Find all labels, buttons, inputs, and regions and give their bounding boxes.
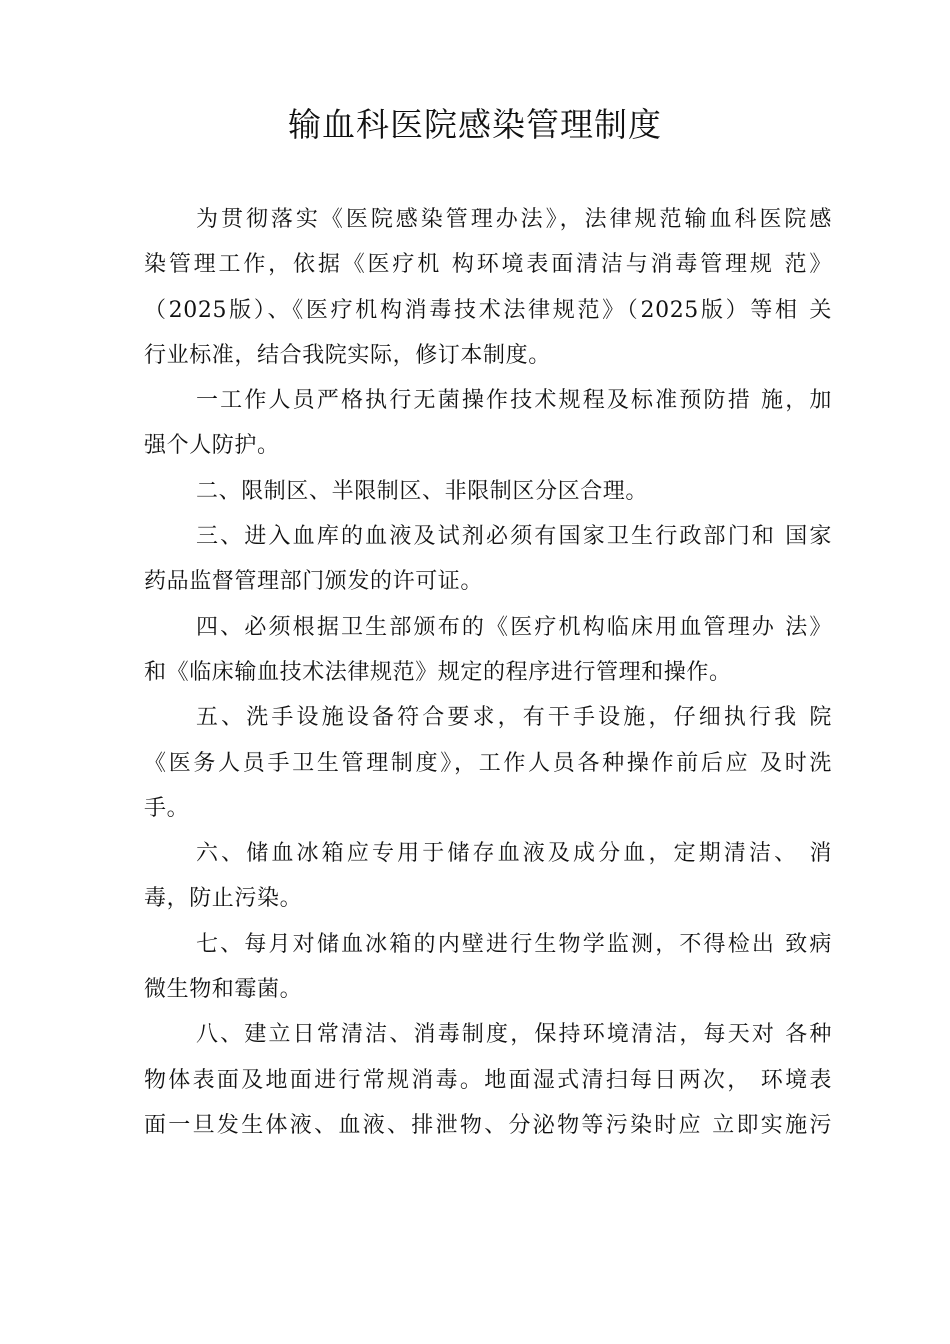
paragraph-line: 六、储血冰箱应专用于储存血液及成分血，定期清洁、 消 [196,841,832,867]
paragraph-line: 八、建立日常清洁、消毒制度，保持环境清洁，每天对 各种 [196,1022,832,1048]
paragraph-line: 为贯彻落实《医院感染管理办法》，法律规范输血科医院感 [196,207,832,232]
paragraph-item-3 [144,514,832,605]
paragraph-item-6 [144,831,832,922]
paragraph-line: 《医务人员手卫生管理制度》，工作人员各种操作前后应 及时洗 [144,750,832,776]
paragraph-line: 染管理工作，依据《医疗机 构环境表面清洁与消毒管理规 范》 [144,252,832,278]
paragraph-line: 五、洗手设施设备符合要求，有干手设施，仔细执行我 院 [196,705,832,731]
paragraph-line: 四、必须根据卫生部颁布的《医疗机构临床用血管理办 法》 [196,614,832,640]
paragraph-line: （2025版）、《医疗机构消毒技术法律规范》（2025版）等相 关 [144,297,832,323]
document-body [144,197,832,1148]
paragraph-line: 行业标准，结合我院实际，修订本制度。 [144,342,551,368]
paragraph-line: 强个人防护。 [144,433,280,459]
paragraph-item-7 [144,922,832,1013]
paragraph-line: 七、每月对储血冰箱的内壁进行生物学监测，不得检出 致病 [196,931,832,957]
paragraph-item-8 [144,1012,832,1148]
paragraph-line: 药品监督管理部门颁发的许可证。 [144,569,484,595]
paragraph-intro [144,197,832,378]
paragraph-line: 和《临床输血技术法律规范》规定的程序进行管理和操作。 [144,659,732,685]
paragraph-line: 微生物和霉菌。 [144,977,303,1003]
paragraph-line: 面一旦发生体液、血液、排泄物、分泌物等污染时应 立即实施污 [144,1112,832,1138]
paragraph-item-1 [144,378,832,469]
paragraph-line: 手。 [144,795,190,821]
document-title: 输血科医院感染管理制度 [288,105,662,144]
paragraph-item-4 [144,605,832,696]
paragraph-line: 物体表面及地面进行常规消毒。地面湿式清扫每日两次， 环境表 [144,1067,832,1093]
paragraph-line: 二、限制区、半限制区、非限制区分区合理。 [196,478,649,504]
paragraph-item-5 [144,695,832,831]
paragraph-item-2 [144,469,832,514]
paragraph-line: 一工作人员严格执行无菌操作技术规程及标准预防措 施，加 [196,388,832,414]
paragraph-line: 毒，防止污染。 [144,886,303,912]
paragraph-line: 三、进入血库的血液及试剂必须有国家卫生行政部门和 国家 [196,524,832,550]
